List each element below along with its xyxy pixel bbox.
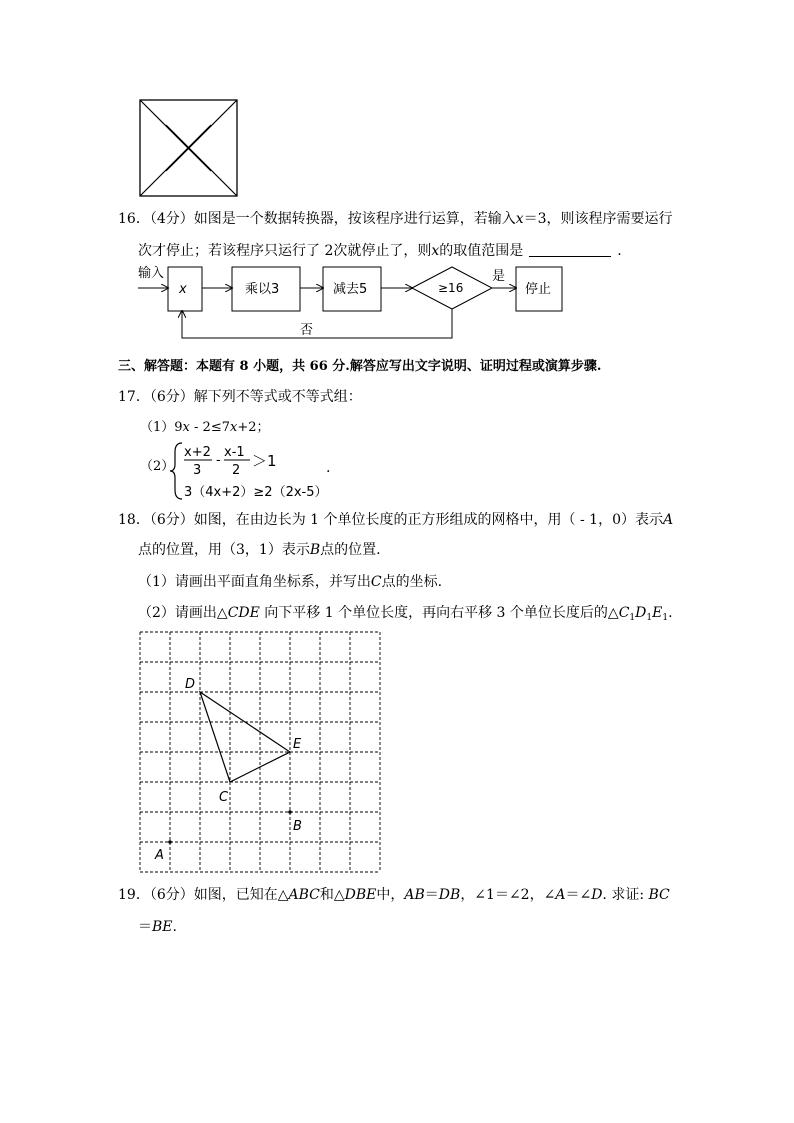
q18-var-C: C — [370, 574, 382, 590]
label-a: A — [155, 848, 164, 863]
section-3-text-c: 分.解答应写出文字说明、证明过程或演算步骤. — [332, 359, 602, 374]
q19-var-BC: BC — [648, 887, 670, 903]
q18-p2-c: . — [668, 605, 673, 621]
flowchart — [130, 260, 570, 342]
q19-line1 — [118, 884, 670, 904]
q16-text-3: 次才停止；若该程序只运行了 2次就停止了，则 — [138, 243, 432, 259]
q19-var-DBE: DBE — [344, 887, 377, 903]
q18-text-b: 点的位置，用（3，1）表示 — [138, 542, 310, 558]
q19-var-D: D — [591, 887, 603, 903]
q18-stem-1 — [118, 509, 673, 529]
q17-p1-suffix: +2； — [237, 420, 270, 435]
q19-text-e: ＝∠ — [565, 887, 592, 903]
q19-var-AB: AB — [404, 887, 425, 903]
flow-box-multiply-label: 乘以3 — [245, 282, 280, 297]
flow-box-x-label: x — [179, 282, 187, 297]
label-b: B — [293, 819, 302, 834]
q19-line2 — [138, 916, 177, 936]
q17-part1 — [140, 416, 270, 435]
q17-part2-label: （2） — [140, 459, 175, 474]
q18-var-E1: E — [652, 605, 663, 621]
q17-frac2-num: x-1 — [224, 445, 245, 460]
q16-var-x-2: x — [431, 243, 440, 259]
q19-end: . — [172, 919, 177, 935]
q18-var-B: B — [309, 542, 321, 558]
q17-p1-x: x — [182, 420, 190, 435]
q16-line2 — [138, 240, 622, 260]
q18-p1-a: （1）请画出平面直角坐标系，并写出 — [138, 574, 371, 590]
q17-frac1-den: 3 — [193, 463, 202, 478]
q19-text-f: . 求证: — [602, 887, 649, 903]
q17-frac2-den: 2 — [232, 463, 241, 478]
q19-var-DB: DB — [438, 887, 461, 903]
triangle-cde — [200, 692, 290, 782]
q18-part1 — [138, 571, 442, 591]
flow-box-stop-label: 停止 — [525, 282, 552, 297]
section-3-text-b: 小题，共 — [253, 359, 306, 374]
q19-text-b: 和△ — [319, 887, 345, 903]
q18-var-CDE: CDE — [227, 605, 260, 621]
q19-text-d: ，∠1＝∠2，∠ — [460, 887, 556, 903]
label-e: E — [293, 737, 302, 752]
q18-p1-b: 点的坐标. — [381, 574, 443, 590]
q18-part2 — [138, 602, 673, 623]
q17-frac1-num: x+2 — [184, 445, 211, 460]
flow-no-label: 否 — [300, 323, 314, 338]
q17-p1-x2: x — [229, 420, 238, 435]
q17-gt: ＞1 — [252, 452, 277, 470]
flow-diamond-label: ≥16 — [438, 281, 464, 295]
q19-text-a: 19．（6分）如图，已知在△ — [118, 887, 289, 903]
flow-box-subtract-label: 减去5 — [333, 282, 368, 297]
q17-minus: - — [216, 453, 221, 468]
q19-var-ABC: ABC — [288, 887, 320, 903]
q17-p1-prefix: （1）9 — [140, 420, 183, 435]
q16-period: . — [617, 243, 622, 259]
flow-yes-label: 是 — [492, 269, 506, 284]
pinwheel-figure — [138, 98, 240, 198]
flow-input-label: 输入 — [138, 266, 165, 281]
point-a — [168, 840, 172, 844]
q16-line1 — [118, 208, 673, 228]
q16-answer-blank[interactable] — [529, 242, 611, 257]
grid-lines — [140, 632, 380, 872]
q16-text-4: 的取值范围是 — [439, 243, 524, 259]
q19-var-BE: BE — [152, 919, 173, 935]
q18-stem-2 — [138, 539, 381, 559]
q18-text-a: 18．（6分）如图，在由边长为 1 个单位长度的正方形组成的网格中，用（ - 1，0）表示 — [118, 512, 663, 528]
q18-sub-1c: 1 — [662, 613, 669, 623]
q19-var-A: A — [555, 887, 566, 903]
q18-var-C1: C — [618, 605, 630, 621]
q18-var-D1: D — [635, 605, 647, 621]
q18-var-A: A — [662, 512, 674, 528]
label-c: C — [219, 790, 229, 805]
section-3-text-a: 三、解答题：本题有 — [118, 359, 236, 374]
q17-p1-mid: - 2≤7 — [189, 420, 230, 435]
q18-text-c: 点的位置. — [320, 542, 381, 558]
q19-eq-2: ＝ — [138, 919, 152, 935]
q18-p2-a: （2）请画出△ — [138, 605, 228, 621]
section-3-heading — [118, 355, 601, 374]
q19-text-c: 中， — [376, 887, 405, 903]
q16-var-x: x — [515, 211, 524, 227]
point-b — [288, 810, 292, 814]
q17-stem: 17．（6分）解下列不等式或不等式组： — [118, 389, 362, 405]
q17-row2: 3（4x+2）≥2（2x-5） — [184, 485, 328, 500]
q18-grid-figure — [135, 628, 387, 874]
q17-system — [170, 440, 350, 502]
q18-sub-1b: 1 — [646, 613, 653, 623]
section-3-num-66: 66 — [309, 359, 328, 374]
q16-text-2: ＝3，则该程序需要运行 — [523, 211, 673, 227]
q16-text-1: 16．（4分）如图是一个数据转换器，按该程序进行运算，若输入 — [118, 211, 516, 227]
q18-sub-1a: 1 — [629, 613, 636, 623]
q18-p2-b: 向下平移 1 个单位长度，再向右平移 3 个单位长度后的△ — [264, 605, 619, 621]
section-3-num-8: 8 — [239, 359, 249, 374]
label-d: D — [185, 677, 196, 692]
q19-eq: ＝ — [424, 887, 439, 903]
q17-period: . — [326, 460, 331, 476]
